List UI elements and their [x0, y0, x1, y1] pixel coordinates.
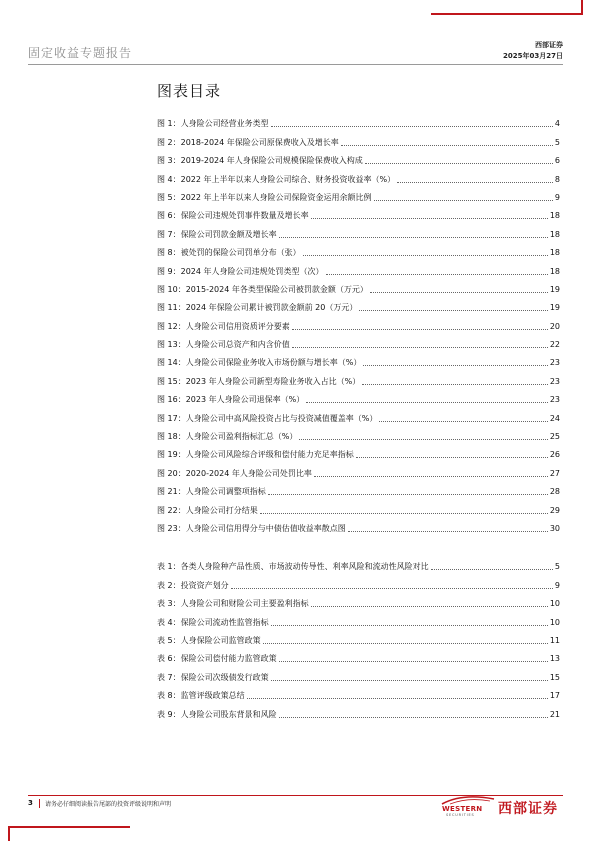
toc-entry-label: 图 23：人身险公司信用得分与中债估值收益率散点图	[157, 523, 346, 533]
toc-entry[interactable]	[157, 554, 560, 572]
toc-entry-label: 图 10：2015-2024 年各类型保险公司被罚款金额（万元）	[157, 284, 368, 294]
toc-entry-page: 30	[549, 523, 560, 533]
toc-entry-label: 图 2：2018-2024 年保险公司原保费收入及增长率	[157, 137, 339, 147]
toc-dot-leader	[314, 476, 548, 477]
toc-title: 图表目录	[157, 82, 222, 100]
logo-subtext: SECURITIES	[446, 813, 475, 817]
logo-english-text: WESTERN	[442, 805, 483, 813]
header-firm-name: 西部证券	[535, 41, 563, 49]
toc-entry[interactable]	[157, 185, 560, 203]
toc-entry[interactable]	[157, 701, 560, 719]
toc-entry[interactable]	[157, 277, 560, 295]
toc-dot-leader	[374, 200, 553, 201]
report-type-label: 固定收益专题报告	[28, 46, 133, 60]
toc-dot-leader	[271, 625, 548, 626]
toc-entry-label: 图 14：人身险公司保险业务收入市场份额与增长率（%）	[157, 358, 362, 368]
toc-entry[interactable]	[157, 295, 560, 313]
toc-entry[interactable]	[157, 166, 560, 184]
toc-dot-leader	[363, 365, 547, 366]
footer-disclaimer: 请务必仔细阅读报告尾部的投资评级说明和声明	[45, 801, 172, 808]
toc-entry-page: 19	[549, 303, 560, 313]
toc-entry-label: 表 8：监管评级政策总结	[157, 691, 245, 701]
toc-dot-leader	[279, 717, 548, 718]
header-date: 2025年03月27日	[503, 52, 563, 60]
toc-entry-label: 图 8：被处罚的保险公司罚单分布（张）	[157, 248, 301, 258]
footer-separator-bar	[39, 799, 40, 808]
toc-dot-leader	[268, 494, 548, 495]
toc-dot-leader	[362, 384, 548, 385]
toc-entry[interactable]	[157, 129, 560, 147]
toc-entry-page: 4	[554, 119, 560, 129]
toc-entry-label: 图 20：2020-2024 年人身险公司处罚比率	[157, 468, 312, 478]
toc-entry-page: 6	[554, 156, 560, 166]
toc-entry-label: 表 7：保险公司次级债发行政策	[157, 672, 269, 682]
toc-entry-page: 18	[549, 229, 560, 239]
toc-entry-page: 13	[549, 654, 560, 664]
toc-dot-leader	[271, 126, 553, 127]
toc-entry-label: 图 16：2023 年人身险公司退保率（%）	[157, 395, 305, 405]
toc-entry[interactable]	[157, 516, 560, 534]
toc-entry[interactable]	[157, 646, 560, 664]
toc-entry-page: 18	[549, 211, 560, 221]
table-list	[157, 554, 560, 720]
toc-entry-label: 表 2：投资资产划分	[157, 580, 229, 590]
toc-entry-label: 图 4：2022 年上半年以来人身险公司综合、财务投资收益率（%）	[157, 174, 396, 184]
toc-dot-leader	[247, 698, 548, 699]
toc-entry-page: 29	[549, 505, 560, 515]
toc-entry-label: 图 3：2019-2024 年人身保险公司规模保险保费收入构成	[157, 156, 363, 166]
toc-entry[interactable]	[157, 350, 560, 368]
toc-entry-page: 20	[549, 321, 560, 331]
toc-entry-label: 图 5：2022 年上半年以来人身险公司保险资金运用余额比例	[157, 192, 372, 202]
toc-entry-page: 10	[549, 617, 560, 627]
toc-entry[interactable]	[157, 313, 560, 331]
toc-entry-label: 图 22：人身险公司打分结果	[157, 505, 258, 515]
toc-entry[interactable]	[157, 203, 560, 221]
toc-entry-page: 22	[549, 340, 560, 350]
toc-entry-label: 图 15：2023 年人身险公司新型寿险业务收入占比（%）	[157, 376, 361, 386]
toc-dot-leader	[348, 531, 548, 532]
toc-dot-leader	[260, 513, 548, 514]
toc-entry-label: 表 3：人身险公司和财险公司主要盈利指标	[157, 599, 309, 609]
toc-dot-leader	[365, 163, 553, 164]
top-corner-decoration	[431, 0, 583, 15]
toc-entry[interactable]	[157, 424, 560, 442]
toc-entry[interactable]	[157, 664, 560, 682]
toc-entry-label: 表 1：各类人身险种产品性质、市场波动传导性、利率风险和流动性风险对比	[157, 562, 429, 572]
toc-entry-page: 26	[549, 450, 560, 460]
toc-entry-label: 图 17：人身险公司中高风险投资占比与投资减值覆盖率（%）	[157, 413, 378, 423]
toc-entry[interactable]	[157, 479, 560, 497]
toc-dot-leader	[431, 569, 553, 570]
toc-dot-leader	[306, 402, 548, 403]
toc-entry[interactable]	[157, 442, 560, 460]
toc-entry-page: 8	[554, 174, 560, 184]
toc-dot-leader	[299, 439, 547, 440]
toc-entry-page: 21	[549, 709, 560, 719]
figure-list	[157, 111, 560, 534]
toc-dot-leader	[356, 457, 548, 458]
toc-dot-leader	[311, 218, 548, 219]
header-info	[503, 40, 563, 62]
toc-entry-page: 23	[549, 376, 560, 386]
toc-dot-leader	[279, 661, 548, 662]
toc-entry[interactable]	[157, 628, 560, 646]
toc-entry-page: 18	[549, 248, 560, 258]
toc-entry-label: 图 19：人身险公司风险综合评级和偿付能力充足率指标	[157, 450, 354, 460]
toc-entry[interactable]	[157, 258, 560, 276]
toc-entry-label: 图 11：2024 年保险公司累计被罚款金额前 20（万元）	[157, 303, 358, 313]
toc-entry[interactable]	[157, 240, 560, 258]
toc-entry-page: 10	[549, 599, 560, 609]
toc-entry-label: 图 18：人身险公司盈利指标汇总（%）	[157, 432, 298, 442]
toc-entry-page: 19	[549, 284, 560, 294]
header-divider	[28, 64, 563, 65]
toc-dot-leader	[370, 292, 548, 293]
toc-entry-page: 23	[549, 395, 560, 405]
toc-dot-leader	[231, 588, 553, 589]
toc-dot-leader	[292, 329, 548, 330]
toc-entry-page: 15	[549, 672, 560, 682]
toc-dot-leader	[397, 182, 553, 183]
toc-entry[interactable]	[157, 405, 560, 423]
logo-chinese-text: 西部证券	[498, 801, 558, 817]
toc-entry-page: 5	[554, 137, 560, 147]
toc-dot-leader	[326, 274, 548, 275]
toc-entry[interactable]	[157, 497, 560, 515]
toc-dot-leader	[271, 680, 548, 681]
toc-entry-label: 表 5：人身保险公司监管政策	[157, 635, 261, 645]
toc-entry[interactable]	[157, 460, 560, 478]
toc-entry-page: 23	[549, 358, 560, 368]
toc-entry-page: 9	[554, 192, 560, 202]
toc-entry[interactable]	[157, 591, 560, 609]
toc-dot-leader	[311, 606, 548, 607]
toc-entry-page: 18	[549, 266, 560, 276]
toc-entry[interactable]	[157, 221, 560, 239]
toc-entry[interactable]	[157, 609, 560, 627]
toc-entry-page: 5	[554, 562, 560, 572]
toc-entry-page: 11	[549, 635, 560, 645]
toc-dot-leader	[303, 255, 548, 256]
toc-entry-page: 9	[554, 580, 560, 590]
toc-dot-leader	[292, 347, 548, 348]
toc-entry-label: 图 1：人身险公司经营业务类型	[157, 119, 269, 129]
toc-entry[interactable]	[157, 332, 560, 350]
toc-entry-label: 表 9：人身险公司股东背景和风险	[157, 709, 277, 719]
bottom-corner-decoration	[8, 826, 130, 841]
toc-entry[interactable]	[157, 148, 560, 166]
toc-dot-leader	[341, 145, 553, 146]
toc-dot-leader	[263, 643, 548, 644]
toc-entry-label: 图 13：人身险公司总资产和内含价值	[157, 340, 290, 350]
toc-entry-label: 表 4：保险公司流动性监管指标	[157, 617, 269, 627]
toc-dot-leader	[279, 237, 548, 238]
toc-dot-leader	[379, 421, 547, 422]
western-securities-logo	[440, 795, 568, 819]
toc-entry-page: 25	[549, 432, 560, 442]
toc-entry[interactable]	[157, 683, 560, 701]
toc-entry-page: 17	[549, 691, 560, 701]
logo-swoosh-icon	[440, 795, 496, 805]
toc-entry[interactable]	[157, 387, 560, 405]
toc-entry-page: 24	[549, 413, 560, 423]
toc-entry-label: 图 6：保险公司违规处罚事件数量及增长率	[157, 211, 309, 221]
toc-entry[interactable]	[157, 572, 560, 590]
toc-entry-label: 图 7：保险公司罚款金额及增长率	[157, 229, 277, 239]
toc-entry-page: 28	[549, 487, 560, 497]
toc-entry-label: 图 21：人身险公司调整项指标	[157, 487, 266, 497]
toc-entry-page: 27	[549, 468, 560, 478]
toc-entry[interactable]	[157, 368, 560, 386]
toc-dot-leader	[359, 310, 547, 311]
toc-entry-label: 图 9：2024 年人身险公司违规处罚类型（次）	[157, 266, 324, 276]
toc-entry[interactable]	[157, 111, 560, 129]
toc-entry-label: 图 12：人身险公司信用资质评分要素	[157, 321, 290, 331]
footer-page-number: 3	[28, 799, 33, 807]
toc-entry-label: 表 6：保险公司偿付能力监管政策	[157, 654, 277, 664]
